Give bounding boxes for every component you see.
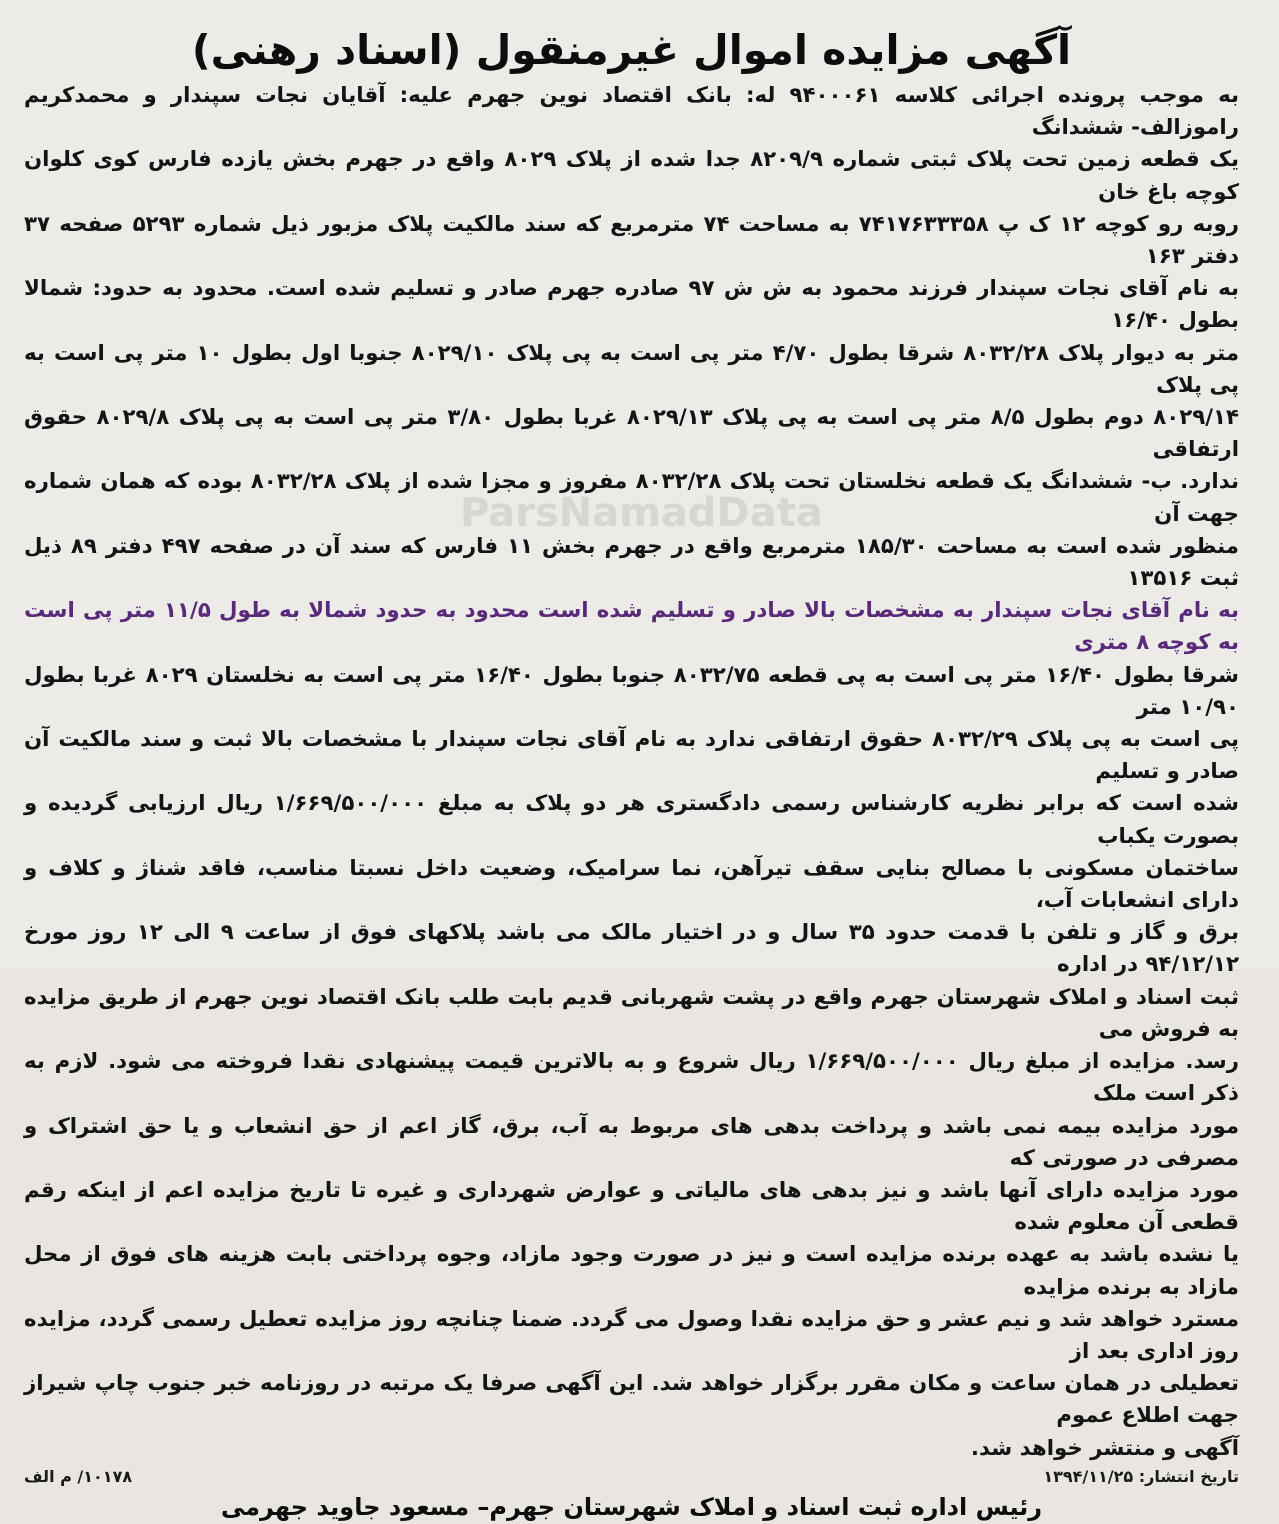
watermark-logo: ParsNamadData — [460, 490, 823, 536]
body-line: آگهی و منتشر خواهد شد. — [970, 1435, 1239, 1461]
reference-code: ۱۰۱۷۸/ م الف — [24, 1466, 133, 1486]
body-line: متر به دیوار پلاک ۸۰۳۲/۲۸ شرقا بطول ۴/۷۰ متر پی است به پی پلاک ۸۰۲۹/۱۰ جنوبا اول بطول ۱۰ متر پی است به پی پلاک — [24, 340, 1240, 398]
footer-row — [24, 1467, 1239, 1486]
notice-body — [24, 80, 1239, 1465]
body-line: شده است که برابر نظریه کارشناس رسمی دادگستری هر دو پلاک به مبلغ ۱/۶۶۹/۵۰۰/۰۰۰ ریال ارزیابی گردیده و بصورت یکباب — [24, 791, 1239, 849]
body-line: ندارد. ب- ششدانگ یک قطعه نخلستان تحت پلاک ۸۰۳۲/۲۸ مفروز و مجزا شده از پلاک ۸۰۳۲/۲۸ بوده که همان شماره جهت آن — [24, 469, 1239, 527]
body-line: یا نشده باشد به عهده برنده مزایده است و نیز در صورت وجود مازاد، وجوه پرداختی بابت هزینه های فوق از محل مازاد به برنده مزایده — [24, 1242, 1239, 1300]
body-line: شرقا بطول ۱۶/۴۰ متر پی است به پی قطعه ۸۰۳۲/۷۵ جنوبا بطول ۱۶/۴۰ متر پی است به نخلستان ۸۰۲۹ غربا بطول ۱۰/۹۰ متر — [24, 662, 1239, 720]
body-line: رسد. مزایده از مبلغ ریال ۱/۶۶۹/۵۰۰/۰۰۰ ریال شروع و به بالاترین قیمت پیشنهادی نقدا فروخته می شود. لازم به ذکر است ملک — [24, 1049, 1239, 1107]
body-line: ۸۰۲۹/۱۴ دوم بطول ۸/۵ متر پی است به پی پلاک ۸۰۲۹/۱۳ غربا بطول ۳/۸۰ متر پی است به پی پلاک ۸۰۲۹/۸ حقوق ارتفاقی — [24, 405, 1240, 463]
signature: رئیس اداره ثبت اسناد و املاک شهرستان جهرم– مسعود جاوید جهرمی — [220, 1492, 1043, 1521]
body-line: ساختمان مسکونی با مصالح بنایی سقف تیرآهن، نما سرامیک، وضعیت داخل نسبتا مناسب، فاقد شناژ و کلاف و دارای انشعابات آب، — [24, 855, 1239, 914]
body-line: پی است به پی پلاک ۸۰۳۲/۲۹ حقوق ارتفاقی ندارد به نام آقای نجات سپندار با مشخصات بالا ثبت و سند مالکیت آن صادر و تسلیم — [24, 727, 1239, 785]
body-line: برق و گاز و تلفن با قدمت حدود ۳۵ سال و در اختیار مالک می باشد پلاکهای فوق از ساعت ۹ الی ۱۲ روز مورخ ۹۴/۱۲/۱۲ در اداره — [24, 920, 1239, 978]
body-line: تعطیلی در همان ساعت و مکان مقرر برگزار خواهد شد. این آگهی صرفا یک مرتبه در روزنامه خبر جنوب چاپ شیراز جهت اطلاع عموم — [24, 1371, 1239, 1429]
body-line: مورد مزایده بیمه نمی باشد و پرداخت بدهی های مربوط به آب، برق، گاز اعم از حق انشعاب و یا حق اشتراک و مصرفی در صورتی که — [24, 1113, 1239, 1171]
body-line: ثبت اسناد و املاک شهرستان جهرم واقع در پشت شهربانی قدیم بابت طلب بانک اقتصاد نوین جهرم از طریق مزایده به فروش می — [24, 984, 1239, 1042]
body-line-accent: به نام آقای نجات سپندار به مشخصات بالا صادر و تسلیم شده است محدود به حدود شمالا به طول ۱۱/۵ متر پی است به کوچه ۸ متری — [24, 598, 1240, 656]
notice-title: آگهی مزایده اموال غیرمنقول (اسناد رهنی) — [191, 26, 1072, 74]
body-line: روبه رو کوچه ۱۲ ک پ ۷۴۱۷۶۳۳۳۵۸ به مساحت ۷۴ مترمربع که سند مالکیت پلاک مزبور ذیل شماره ۵۲۹۳ صفحه ۳۷ دفتر ۱۶۳ — [24, 211, 1239, 270]
body-line: به نام آقای نجات سپندار فرزند محمود به ش ش ۹۷ صادره جهرم صادر و تسلیم شده است. محدود به حدود: شمالا بطول ۱۶/۴۰ — [24, 276, 1239, 334]
body-line: یک قطعه زمین تحت پلاک ثبتی شماره ۸۲۰۹/۹ جدا شده از پلاک ۸۰۲۹ واقع در جهرم بخش یازده فارس کوی کلوان کوچه باغ خان — [24, 147, 1240, 205]
publish-date: تاریخ انتشار: ۱۳۹۴/۱۱/۲۵ — [1043, 1466, 1239, 1486]
body-line: به موجب پرونده اجرائی کلاسه ۹۴۰۰۰۶۱ له: بانک اقتصاد نوین جهرم علیه: آقایان نجات سپندار و محمدکریم راموزالف- ششدانگ — [24, 83, 1239, 141]
body-line: مسترد خواهد شد و نیم عشر و حق مزایده نقدا وصول می گردد. ضمنا چنانچه روز مزایده تعطیل رسمی گردد، مزایده روز اداری بعد از — [24, 1306, 1239, 1364]
body-line: منظور شده است به مساحت ۱۸۵/۳۰ مترمربع واقع در جهرم بخش ۱۱ فارس که سند آن در صفحه ۴۹۷ دفتر ۸۹ ذیل ثبت ۱۳۵۱۶ — [24, 533, 1239, 592]
body-line: مورد مزایده دارای آنها باشد و نیز بدهی های مالیاتی و عوارض شهرداری و غیره تا تاریخ مزایده اعم از اینکه رقم قطعی آن معلوم شده — [24, 1177, 1239, 1236]
